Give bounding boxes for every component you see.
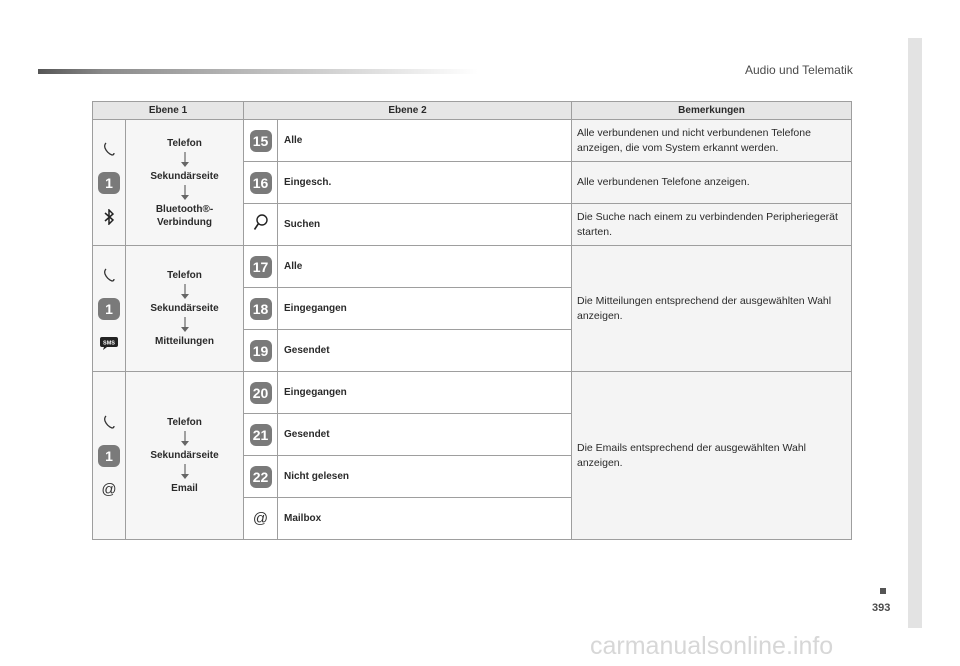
- level2-label: Gesendet: [278, 330, 572, 372]
- level1-item: Email: [171, 483, 198, 494]
- level2-label: Suchen: [278, 204, 572, 246]
- level2-number-cell: [244, 162, 278, 204]
- level2-number-cell: [244, 456, 278, 498]
- level2-badge: 22: [250, 466, 272, 488]
- level2-label: Eingegangen: [278, 288, 572, 330]
- phone-icon: [98, 411, 120, 433]
- level1-path: [126, 246, 244, 372]
- phone-icon: [98, 138, 120, 160]
- level2-icon-cell: [244, 204, 278, 246]
- page-edge-strip: [908, 38, 922, 628]
- level2-number-cell: [244, 372, 278, 414]
- level2-label: Alle: [278, 246, 572, 288]
- at-icon: @: [252, 510, 269, 527]
- arrow-down-icon: [179, 152, 191, 168]
- level1-icons: [93, 246, 126, 372]
- level1-path: [126, 372, 244, 540]
- level2-badge: 20: [250, 382, 272, 404]
- remark-cell: Alle verbundenen und nicht verbundenen Telefone anzeigen, die vom System erkannt werden.: [572, 120, 852, 162]
- level2-label: Mailbox: [278, 498, 572, 540]
- level1-item: Sekundärseite: [150, 450, 219, 461]
- level2-badge: 16: [250, 172, 272, 194]
- header-remarks: Bemerkungen: [572, 102, 852, 120]
- level2-number-cell: [244, 246, 278, 288]
- level2-label: Alle: [278, 120, 572, 162]
- level1-badge: 1: [98, 445, 120, 467]
- level2-badge: 17: [250, 256, 272, 278]
- at-icon: @: [101, 481, 117, 498]
- menu-table: [92, 101, 852, 540]
- level2-badge: 18: [250, 298, 272, 320]
- level2-badge: 19: [250, 340, 272, 362]
- section-title: Audio und Telematik: [745, 63, 853, 77]
- level1-item: Telefon: [167, 137, 202, 149]
- arrow-down-icon: [179, 284, 191, 300]
- level1-badge: 1: [98, 172, 120, 194]
- remark-cell: Alle verbundenen Telefone anzeigen.: [572, 162, 852, 204]
- table-row: [93, 246, 852, 288]
- level2-badge: 15: [250, 130, 272, 152]
- arrow-down-icon: [179, 431, 191, 447]
- arrow-down-icon: [179, 317, 191, 333]
- level2-label: Eingesch.: [278, 162, 572, 204]
- header-level2: Ebene 2: [244, 102, 572, 120]
- bluetooth-icon: [98, 206, 120, 228]
- table-row: [93, 372, 852, 414]
- page-number: 393: [872, 602, 891, 614]
- level1-item: Telefon: [167, 417, 202, 428]
- level2-badge: 21: [250, 424, 272, 446]
- level1-icons: [93, 120, 126, 246]
- watermark: carmanualsonline.info: [590, 632, 834, 660]
- level1-icons: [93, 372, 126, 540]
- level2-number-cell: [244, 120, 278, 162]
- arrow-down-icon: [179, 464, 191, 480]
- remark-cell: Die Mitteilungen entsprechend der ausgewählten Wahl anzeigen.: [572, 246, 852, 372]
- level1-badge: 1: [98, 298, 120, 320]
- level1-item: Sekundärseite: [150, 170, 219, 182]
- svg-text:SMS: SMS: [103, 340, 115, 346]
- level2-icon-cell: [244, 498, 278, 540]
- sms-icon: [98, 332, 120, 354]
- level2-label: Nicht gelesen: [278, 456, 572, 498]
- header-gradient-bar: [38, 69, 478, 74]
- level1-item: Telefon: [167, 270, 202, 281]
- level1-item: Mitteilungen: [155, 336, 214, 347]
- page-marker: [880, 588, 886, 594]
- level2-number-cell: [244, 414, 278, 456]
- phone-icon: [98, 264, 120, 286]
- arrow-down-icon: [179, 185, 191, 201]
- level2-number-cell: [244, 330, 278, 372]
- search-icon: [253, 214, 269, 232]
- level1-item: Bluetooth®- Verbindung: [155, 203, 214, 228]
- level1-item: Sekundärseite: [150, 303, 219, 314]
- level2-label: Gesendet: [278, 414, 572, 456]
- header-level1: Ebene 1: [93, 102, 244, 120]
- level2-number-cell: [244, 288, 278, 330]
- remark-cell: Die Emails entsprechend der ausgewählten Wahl anzeigen.: [572, 372, 852, 540]
- remark-cell: Die Suche nach einem zu verbindenden Peripheriegerät starten.: [572, 204, 852, 246]
- level2-label: Eingegangen: [278, 372, 572, 414]
- level1-path: [126, 120, 244, 246]
- table-row: [93, 120, 852, 162]
